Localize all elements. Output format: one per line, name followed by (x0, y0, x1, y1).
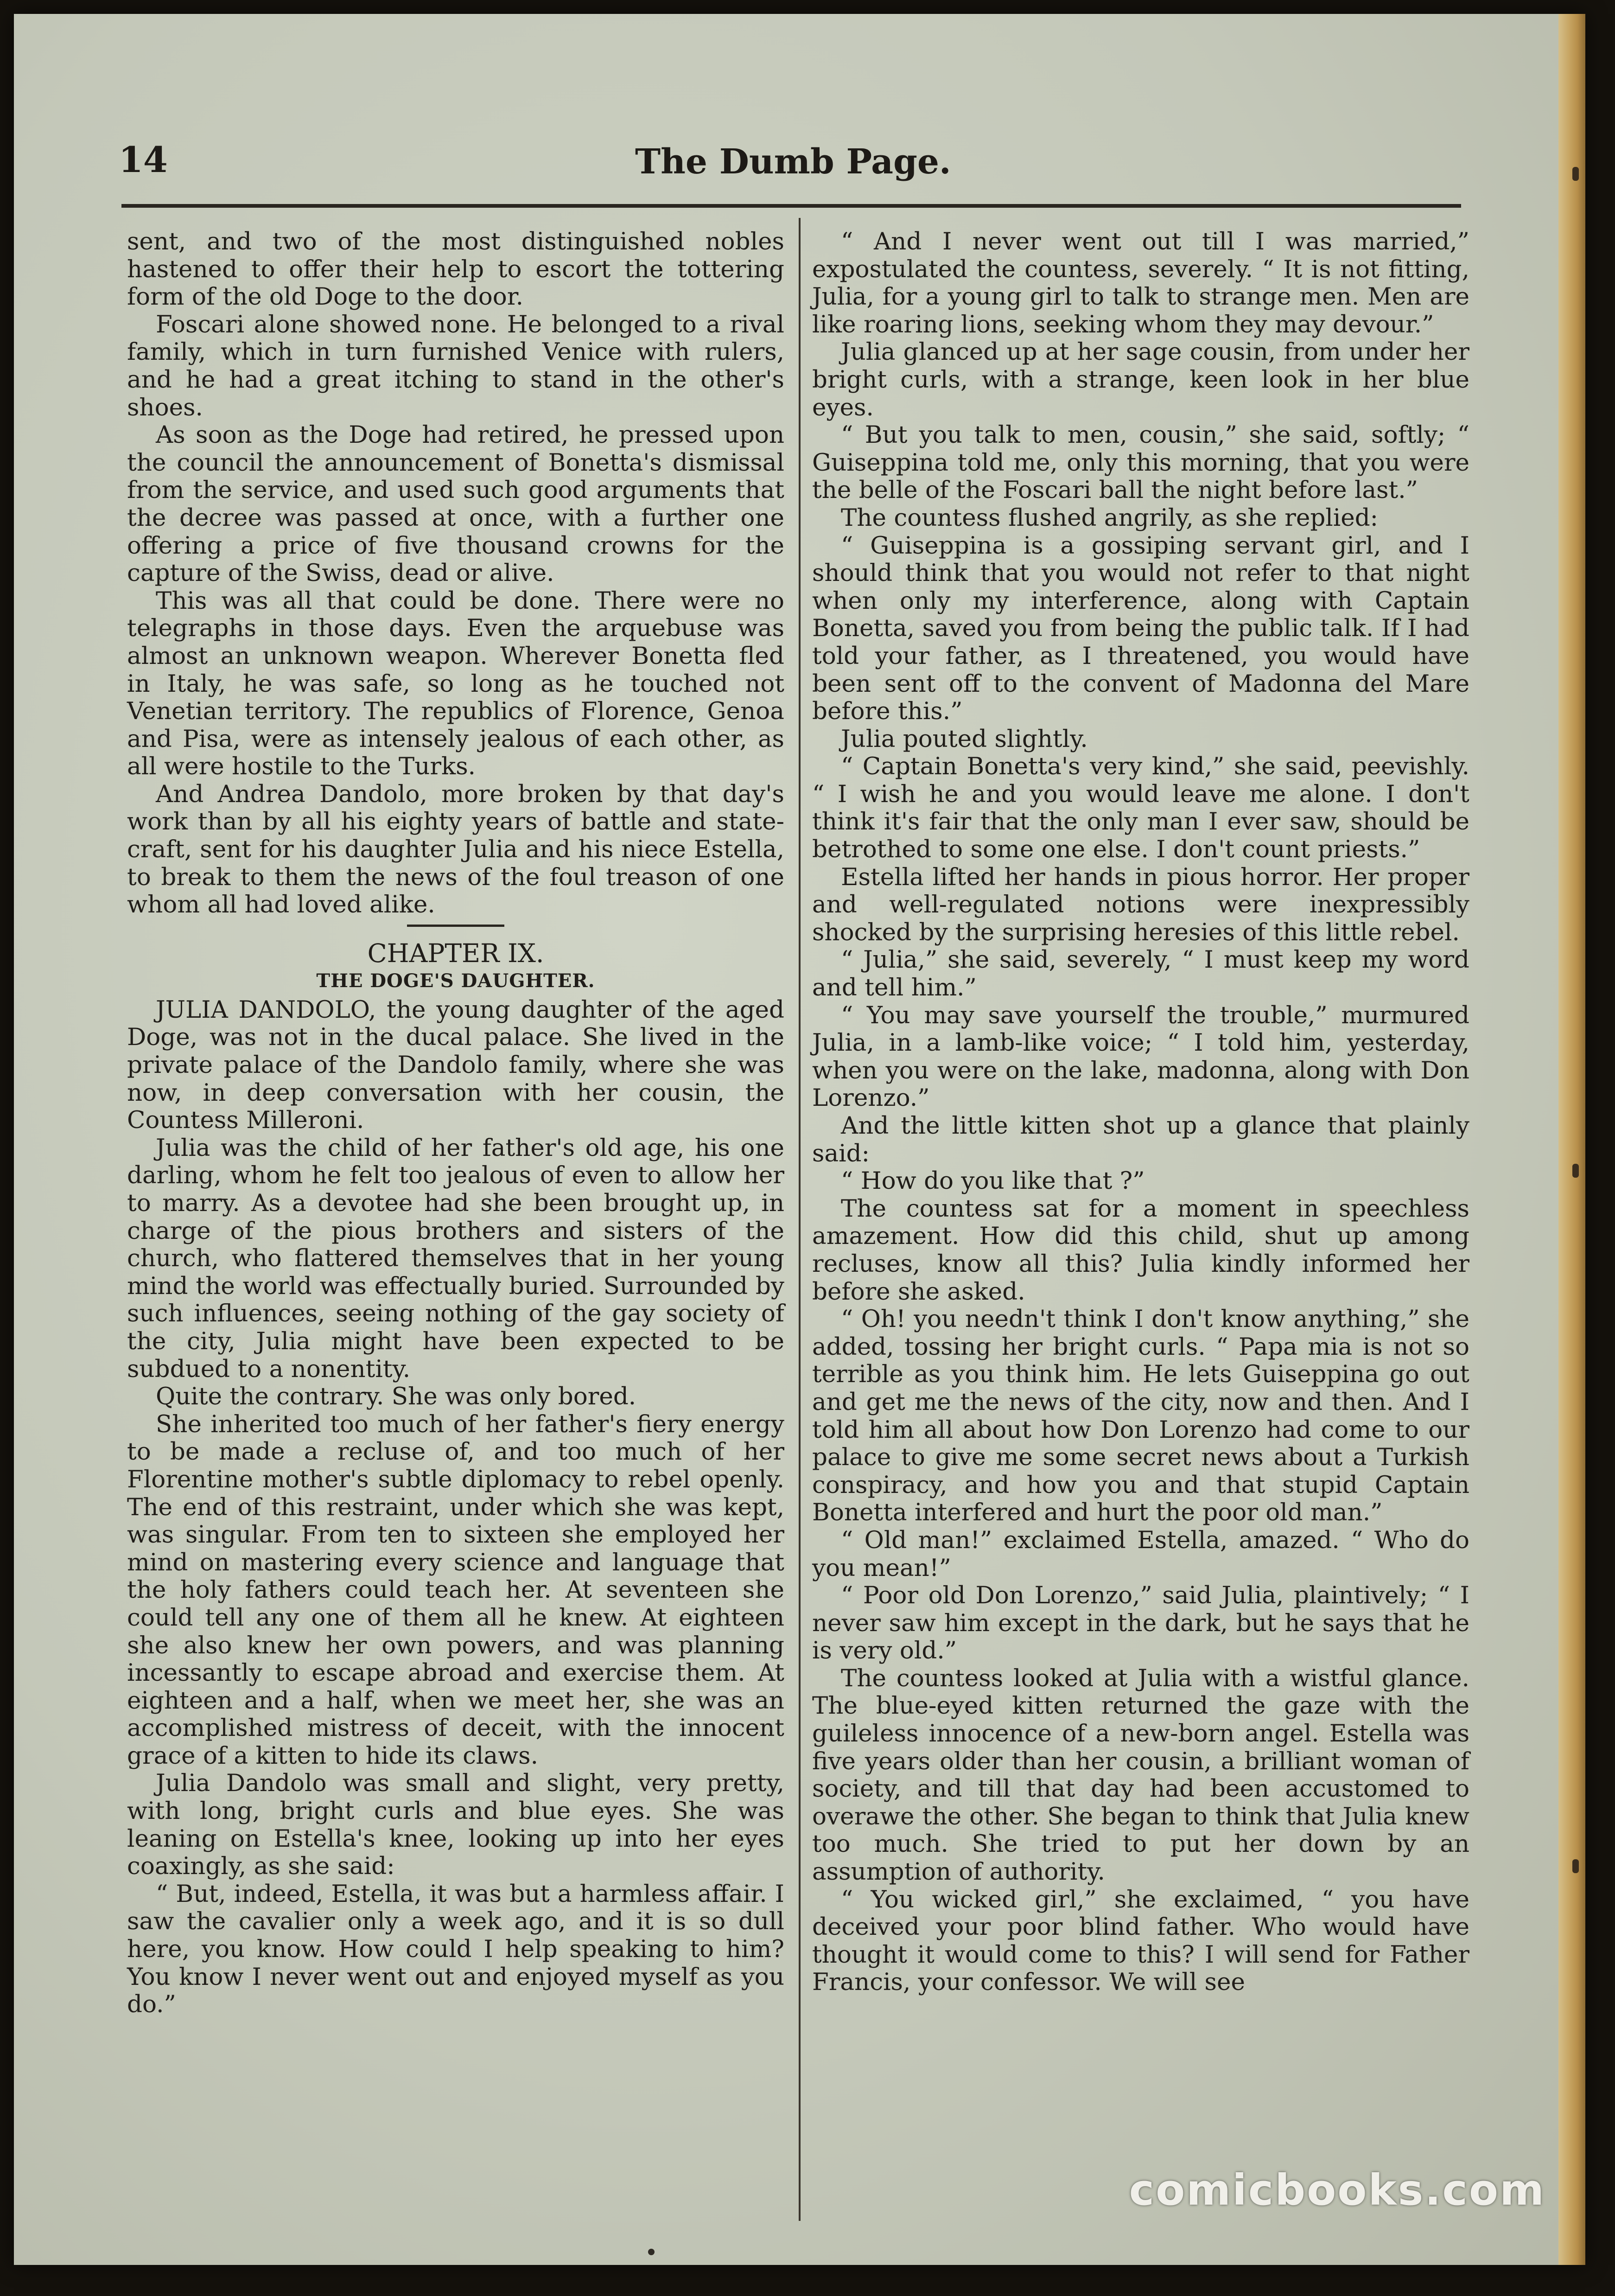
left-column (127, 228, 784, 2019)
binding-tack (1572, 1859, 1579, 1873)
paragraph: “ How do you like that ?” (841, 1167, 1145, 1195)
paragraph: Julia glanced up at her sage cousin, from under her bright curls, with a strange, keen look in her blue eyes. (812, 338, 1469, 421)
page-number: 14 (119, 139, 168, 180)
paragraph: “ Oh! you needn't think I don't know anything,” she added, tossing her bright curls. “ Papa mia is not so terrible as you think him. He lets Guiseppina go out and get me the news of the city, now and then. And I told him all about how Don Lorenzo had come to our palace to give me some secret news about a Turkish conspiracy, and how you and that stupid Captain Bonetta interfered and hurt the poor old man.” (812, 1305, 1469, 1527)
binding-tack (1572, 167, 1579, 181)
binding-spine (1558, 14, 1585, 2265)
watermark: comicbooks.com (1129, 2165, 1545, 2215)
header-rule (121, 204, 1461, 208)
paragraph: And Andrea Dandolo, more broken by that day's work than by all his eighty years of battle and state-craft, sent for his daughter Julia and his niece Estella, to break to them the news of the foul treason of one whom all had loved alike. (127, 780, 784, 919)
chapter-title: CHAPTER IX. (367, 938, 544, 968)
paragraph: “ You may save yourself the trouble,” murmured Julia, in a lamb-like voice; “ I told him, yesterday, when you were on the lake, madonna, along with Don Lorenzo.” (812, 1001, 1469, 1112)
running-title: The Dumb Page. (635, 142, 951, 182)
paragraph: This was all that could be done. There were no telegraphs in those days. Even the arquebuse was almost an unknown weapon. Wherever Bonetta fled in Italy, he was safe, so long as he touched not Venetian territory. The republics of Florence, Genoa and Pisa, were as intensely jealous of each other, as all were hostile to the Turks. (127, 587, 784, 781)
paragraph: Foscari alone showed none. He belonged to a rival family, which in turn furnished Venice with rulers, and he had a great itching to stand in the other's shoes. (127, 310, 784, 421)
paragraph: “ But you talk to men, cousin,” she said, softly; “ Guiseppina told me, only this morning, that you were the belle of the Foscari ball the night before last.” (812, 421, 1469, 504)
paragraph: She inherited too much of her father's fiery energy to be made a recluse of, and too much of her Florentine mother's subtle diplomacy to rebel openly. The end of this restraint, under which she was kept, was singular. From ten to sixteen she employed her mind on mastering every science and language that the holy fathers could teach her. At seventeen she could tell any one of them all he knew. At eighteen she also knew her own powers, and was planning incessantly to escape abroad and exercise them. At eighteen and a half, when we meet her, she was an accomplished mistress of deceit, with the innocent grace of a kitten to hide its claws. (127, 1410, 784, 1770)
paragraph: Estella lifted her hands in pious horror. Her proper and well-regulated notions were inexpressibly shocked by the surprising heresies of this little rebel. (812, 863, 1469, 946)
chapter-subtitle: THE DOGE'S DAUGHTER. (316, 969, 595, 992)
paragraph: sent, and two of the most distinguished nobles hastened to offer their help to escort the tottering form of the old Doge to the door. (127, 228, 784, 311)
paragraph: Julia Dandolo was small and slight, very pretty, with long, bright curls and blue eyes. She was leaning on Estella's knee, looking up into her eyes coaxingly, as she said: (127, 1769, 784, 1881)
column-divider (799, 218, 801, 2221)
paragraph: Julia was the child of her father's old age, his one darling, whom he felt too jealous of even to allow her to marry. As a devotee had she been brought up, in charge of the pious brothers and sisters of the church, who flattered themselves that in her young mind the world was effectually buried. Surrounded by such influences, seeing nothing of the gay society of the city, Julia might have been expected to be subdued to a nonentity. (127, 1134, 784, 1383)
paragraph: As soon as the Doge had retired, he pressed upon the council the announcement of Bonetta's dismissal from the service, and used such good arguments that the decree was passed at once, with a further one offering a price of five thousand crowns for the capture of the Swiss, dead or alive. (127, 421, 784, 587)
paragraph: Quite the contrary. She was only bored. (156, 1383, 636, 1411)
paragraph: The countess looked at Julia with a wistful glance. The blue-eyed kitten returned the gaze with the guileless innocence of a new-born angel. Estella was five years older than her cousin, a brilliant woman of society, and till that day had been accustomed to overawe the other. She began to think that Julia knew too much. She tried to put her down by an assumption of authority. (812, 1664, 1469, 1886)
paragraph: “ Guiseppina is a gossiping servant girl, and I should think that you would not refer to that night when only my interference, along with Captain Bonetta, saved you from being the public talk. If I had told your father, as I threatened, you would have been sent off to the convent of Madonna del Mare before this.” (812, 531, 1469, 726)
ink-dot (648, 2249, 655, 2255)
paragraph: The countess sat for a moment in speechless amazement. How did this child, shut up among recluses, know all this? Julia kindly informed her before she asked. (812, 1194, 1469, 1306)
paragraph: And the little kitten shot up a glance that plainly said: (812, 1112, 1469, 1167)
binding-tack (1572, 1164, 1579, 1178)
paragraph: “ Julia,” she said, severely, “ I must keep my word and tell him.” (812, 946, 1469, 1002)
paragraph: “ But, indeed, Estella, it was but a harmless affair. I saw the cavalier only a week ago, and it is so dull here, you know. How could I help speaking to him? You know I never went out and enjoyed myself as you do.” (127, 1880, 784, 2019)
paragraph: “ Poor old Don Lorenzo,” said Julia, plaintively; “ I never saw him except in the dark, but he says that he is very old.” (812, 1582, 1469, 1665)
paragraph: “ And I never went out till I was married,” expostulated the countess, severely. “ It is not fitting, Julia, for a young girl to talk to strange men. Men are like roaring lions, seeking whom they may devour.” (812, 228, 1469, 338)
paragraph: “ Old man!” exclaimed Estella, amazed. “ Who do you mean!” (812, 1526, 1469, 1582)
chapter-divider (407, 925, 504, 927)
paragraph: “ Captain Bonetta's very kind,” she said, peevishly. “ I wish he and you would leave me alone. I don't think it's fair that the only man I ever saw, should be betrothed to some one else. I don't count priests.” (812, 753, 1469, 864)
paragraph: The countess flushed angrily, as she replied: (841, 504, 1379, 532)
paragraph: “ You wicked girl,” she exclaimed, “ you have deceived your poor blind father. Who would have thought it would come to this? I will send for Father Francis, your confessor. We will see (812, 1885, 1469, 1996)
right-column (812, 228, 1469, 1996)
magazine-page (14, 14, 1585, 2265)
paragraph: JULIA DANDOLO, the young daughter of the aged Doge, was not in the ducal palace. She lived in the private palace of the Dandolo family, where she was now, in deep conversation with her cousin, the Countess Milleroni. (127, 995, 784, 1135)
paragraph: Julia pouted slightly. (841, 725, 1088, 753)
